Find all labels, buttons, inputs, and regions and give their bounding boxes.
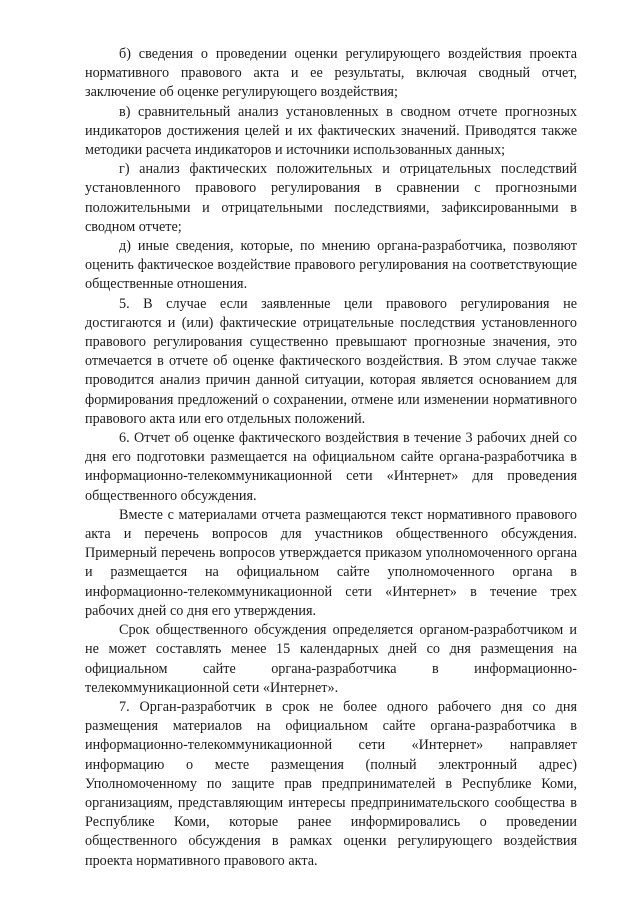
paragraph-section-5: 5. В случае если заявленные цели правового регулирования не достигаются и (или) фактические отрицательные последствия установленного правового регулирования существенно превышают прогнозные значения, это отмечается в отчете об оценке фактического воздействия. В этом случае также проводится анализ причин данной ситуации, которая является основанием для формирования предложений о сохранении, отмене или изменении нормативного правового акта или его отдельных положений. xyxy=(85,295,577,427)
document-page xyxy=(85,45,577,885)
paragraph-section-7: 7. Орган-разработчик в срок не более одного рабочего дня со дня размещения материалов на официальном сайте органа-разработчика в информационно-телекоммуникационной сети «Интернет» направляет информацию о месте размещения (полный электронный адрес) Уполномоченному по защите прав предпринимателей в Республике Коми, организациям, представляющим интересы предпринимательского сообщества в Республике Коми, которые ранее информировались о проведении общественного обсуждения в рамках оценки регулирующего воздействия проекта нормативного правового акта. xyxy=(85,698,577,869)
paragraph-item-v: в) сравнительный анализ установленных в сводном отчете прогнозных индикаторов достижения целей и их фактических значений. Приводятся также методики расчета индикаторов и источники использованных данных; xyxy=(85,103,577,159)
paragraph-item-b: б) сведения о проведении оценки регулирующего воздействия проекта нормативного правового акта и ее результаты, включая сводный отчет, заключение об оценке регулирующего воздействия; xyxy=(85,46,577,101)
paragraph-materials: Вместе с материалами отчета размещаются текст нормативного правового акта и перечень вопросов для участников общественного обсуждения. Примерный перечень вопросов утверждается приказом уполномоченного органа и размещается на официальном сайте уполномоченного органа в информационно-телекоммуникационной сети «Интернет» в течение трех рабочих дней со дня его утверждения. xyxy=(85,506,577,619)
paragraph-item-g: г) анализ фактических положительных и отрицательных последствий установленного правового регулирования в сравнении с прогнозными положительными и отрицательными последствиями, зафиксированными в сводном отчете; xyxy=(85,161,577,235)
paragraph-item-d: д) иные сведения, которые, по мнению органа-разработчика, позволяют оценить фактическое воздействие правового регулирования на соответствующие общественные отношения. xyxy=(85,238,577,293)
paragraph-discussion-term: Срок общественного обсуждения определяется органом-разработчиком и не может составлять менее 15 календарных дней со дня размещения на официальном сайте органа-разработчика в информационно-телекоммуникационной сети «Интернет». xyxy=(85,622,577,696)
paragraph-section-6: 6. Отчет об оценке фактического воздействия в течение 3 рабочих дней со дня его подготовки размещается на официальном сайте органа-разработчика в информационно-телекоммуникационной сети «Интернет» для проведения общественного обсуждения. xyxy=(85,430,577,504)
